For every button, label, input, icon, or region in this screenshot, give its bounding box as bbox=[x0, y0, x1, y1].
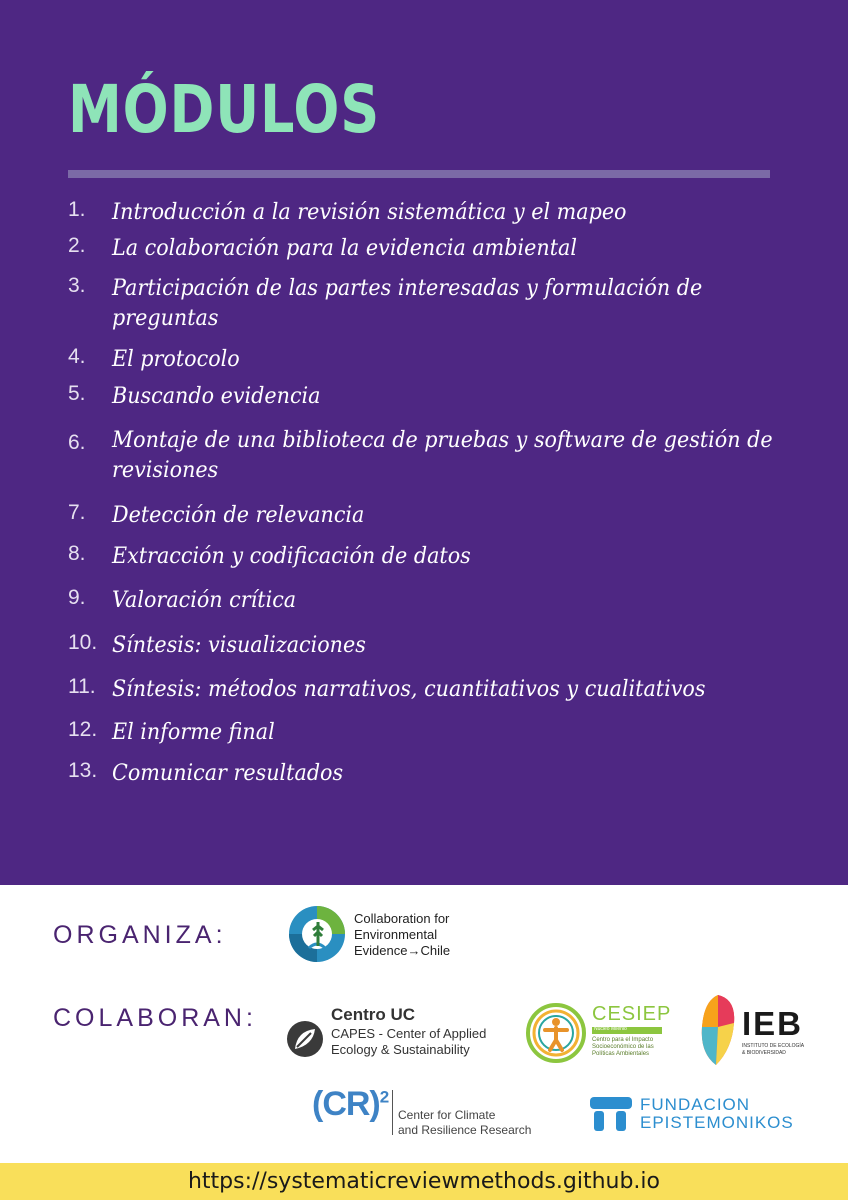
module-number: 13. bbox=[68, 759, 98, 782]
cee-logo-line: Environmental bbox=[354, 927, 438, 942]
module-title: Síntesis: visualizaciones bbox=[112, 633, 366, 658]
module-title: Participación de las partes interesadas y formulación de bbox=[112, 276, 703, 301]
module-title: Buscando evidencia bbox=[112, 384, 321, 409]
module-title: El informe final bbox=[112, 720, 275, 745]
cee-logo-line: Collaboration for bbox=[354, 911, 450, 926]
module-title: Montaje de una biblioteca de pruebas y software de gestión de bbox=[112, 428, 773, 453]
colaboran-label: COLABORAN: bbox=[53, 1004, 257, 1032]
centro-uc-title: Centro UC bbox=[331, 1005, 416, 1024]
capes-line: CAPES - Center of Applied bbox=[331, 1026, 487, 1041]
cr2-line: and Resilience Research bbox=[398, 1123, 532, 1137]
cesiep-figure-icon bbox=[525, 1002, 587, 1064]
cesiep-bar bbox=[592, 1027, 662, 1034]
module-number: 2. bbox=[68, 234, 86, 257]
module-number: 9. bbox=[68, 586, 86, 609]
epistemonikos-line: EPISTEMONIKOS bbox=[640, 1113, 794, 1132]
cr2-divider bbox=[392, 1090, 393, 1135]
module-title-continued: preguntas bbox=[112, 306, 219, 331]
module-title: Introducción a la revisión sistemática y el mapeo bbox=[112, 200, 627, 225]
cr2-line: Center for Climate bbox=[398, 1108, 496, 1122]
title-divider bbox=[68, 170, 770, 178]
capes-leaf-icon bbox=[285, 1019, 325, 1059]
epistemonikos-dolmen-icon bbox=[588, 1095, 634, 1133]
ieb-title: IEB bbox=[742, 1005, 804, 1042]
organiza-label: ORGANIZA: bbox=[53, 921, 227, 949]
module-title-continued: revisiones bbox=[112, 458, 219, 483]
module-title: El protocolo bbox=[112, 347, 240, 372]
module-title: Extracción y codificación de datos bbox=[112, 544, 471, 569]
ieb-shape-icon bbox=[698, 993, 738, 1067]
cr2-mark: (CR) bbox=[312, 1085, 380, 1123]
module-number: 7. bbox=[68, 501, 86, 524]
page-title: MÓDULOS bbox=[68, 71, 381, 148]
module-number: 10. bbox=[68, 631, 98, 654]
module-title: Síntesis: métodos narrativos, cuantitativos y cualitativos bbox=[112, 677, 706, 702]
ieb-sub: & BIODIVERSIDAD bbox=[742, 1050, 786, 1056]
cesiep-sub: Centro para el Impacto bbox=[592, 1037, 654, 1043]
module-number: 12. bbox=[68, 718, 98, 741]
cr2-superscript: 2 bbox=[379, 1087, 389, 1107]
cesiep-sub: Socioeconómico de las bbox=[592, 1044, 654, 1050]
capes-line: Ecology & Sustainability bbox=[331, 1042, 470, 1057]
module-number: 3. bbox=[68, 274, 86, 297]
module-number: 8. bbox=[68, 542, 86, 565]
website-url[interactable]: https://systematicreviewmethods.github.io bbox=[187, 1169, 660, 1194]
module-number: 1. bbox=[68, 198, 86, 221]
cesiep-title: CESIEP bbox=[592, 1003, 672, 1025]
module-title: Comunicar resultados bbox=[112, 761, 344, 786]
module-title: La colaboración para la evidencia ambiental bbox=[112, 236, 577, 261]
module-title: Valoración crítica bbox=[112, 588, 297, 613]
ieb-sub: INSTITUTO DE ECOLOGÍA bbox=[742, 1043, 805, 1049]
module-title: Detección de relevancia bbox=[112, 503, 365, 528]
module-number: 5. bbox=[68, 382, 86, 405]
epistemonikos-line: FUNDACION bbox=[640, 1095, 751, 1114]
module-number: 6. bbox=[68, 431, 86, 454]
module-number: 4. bbox=[68, 345, 86, 368]
cee-logo-line: Evidence→Chile bbox=[354, 943, 451, 958]
cee-globe-icon bbox=[287, 904, 347, 964]
cesiep-sub: Políticas Ambientales bbox=[592, 1051, 650, 1057]
module-number: 11. bbox=[68, 675, 96, 698]
cesiep-sub: Núcleo Milenio bbox=[594, 1026, 627, 1032]
